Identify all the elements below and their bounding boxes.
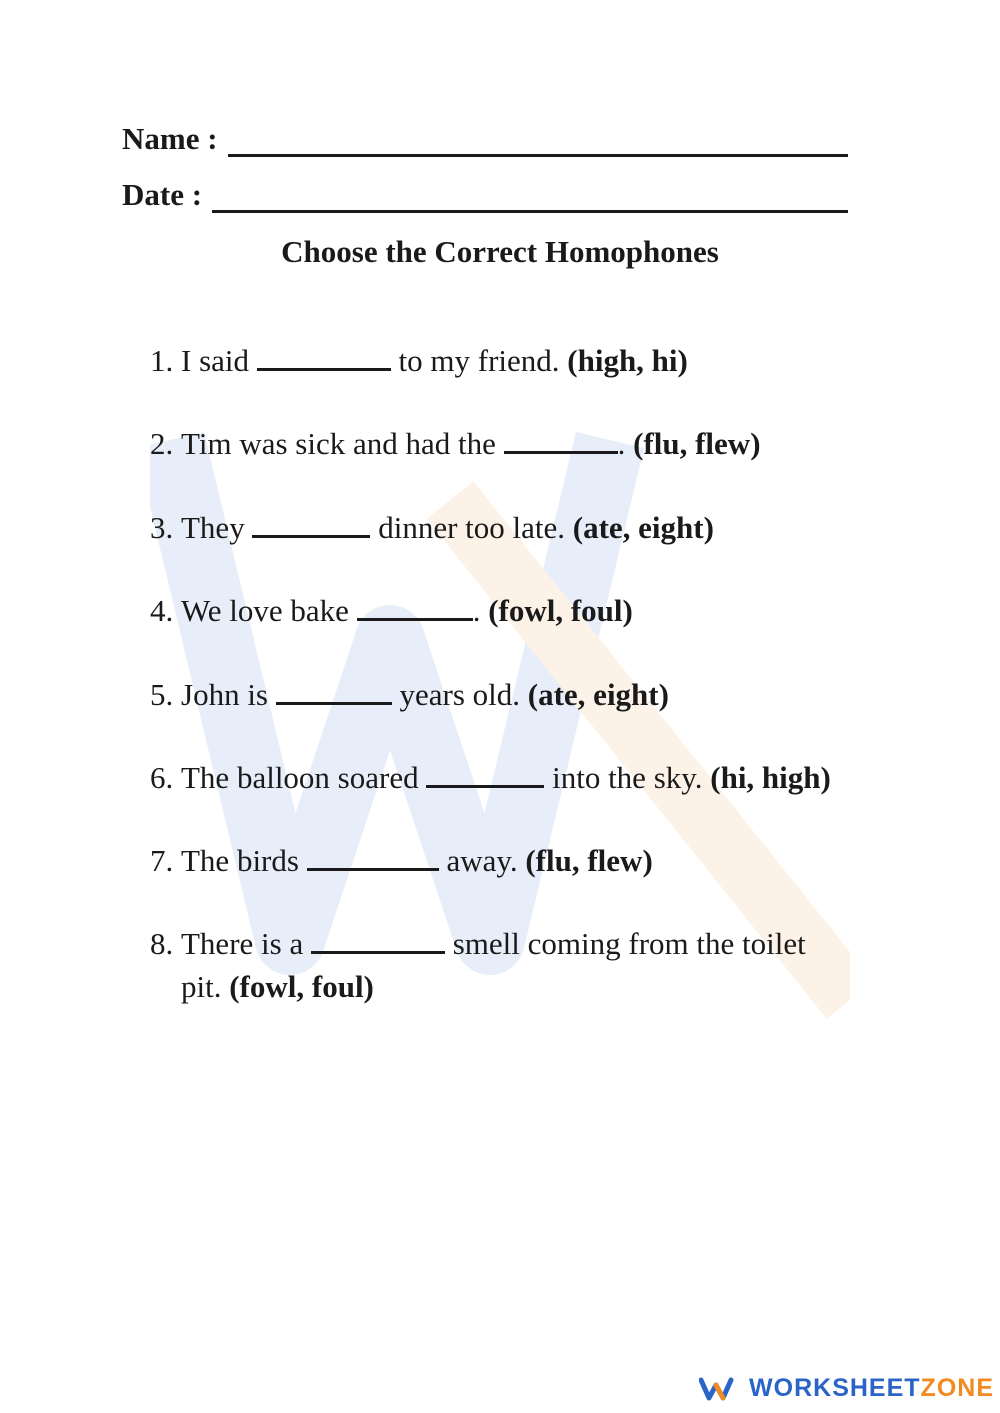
question-text-continuation: pit. bbox=[181, 969, 222, 1004]
answer-options: (hi, high) bbox=[710, 760, 831, 795]
worksheet-title: Choose the Correct Homophones bbox=[281, 234, 719, 269]
answer-blank[interactable] bbox=[504, 425, 618, 454]
question-text-after: . bbox=[472, 593, 481, 628]
answer-options: (flu, flew) bbox=[633, 426, 761, 461]
answer-options: (ate, eight) bbox=[572, 510, 714, 545]
brand-name-part1: WORKSHEET bbox=[749, 1374, 921, 1402]
question-2: 2. Tim was sick and had the . (flu, flew) bbox=[150, 426, 761, 461]
name-label: Name : bbox=[122, 121, 218, 156]
question-text-after: away. bbox=[446, 843, 518, 878]
answer-options: (high, hi) bbox=[567, 343, 688, 378]
date-field-row bbox=[122, 177, 848, 213]
answer-options: (fowl, foul) bbox=[488, 593, 633, 628]
answer-blank[interactable] bbox=[426, 759, 544, 788]
question-text-before: They bbox=[181, 510, 245, 545]
name-field-row bbox=[122, 121, 848, 157]
name-input-line[interactable] bbox=[228, 126, 848, 157]
question-text-before: The balloon soared bbox=[181, 760, 419, 795]
answer-blank[interactable] bbox=[252, 509, 370, 538]
answer-blank[interactable] bbox=[307, 842, 439, 871]
question-7: 7. The birds away. (flu, flew) bbox=[150, 843, 653, 878]
question-text-after: smell coming from the toilet bbox=[452, 926, 806, 961]
answer-blank[interactable] bbox=[276, 676, 392, 705]
question-3: 3. They dinner too late. (ate, eight) bbox=[150, 510, 714, 545]
question-text-after: . bbox=[617, 426, 626, 461]
w-logo-icon bbox=[699, 1377, 737, 1401]
worksheetzone-brand[interactable] bbox=[699, 1374, 994, 1403]
question-text-after: into the sky. bbox=[552, 760, 703, 795]
question-text-before: The birds bbox=[181, 843, 299, 878]
answer-blank[interactable] bbox=[257, 342, 391, 371]
question-text-before: I said bbox=[181, 343, 250, 378]
answer-options: (flu, flew) bbox=[525, 843, 653, 878]
question-text-after: dinner too late. bbox=[378, 510, 566, 545]
answer-blank[interactable] bbox=[357, 592, 473, 621]
question-6: 6. The balloon soared into the sky. (hi, high) bbox=[150, 760, 831, 795]
brand-name-part2: ZONE bbox=[920, 1374, 994, 1402]
answer-options: (ate, eight) bbox=[527, 677, 669, 712]
question-text-before: John is bbox=[181, 677, 268, 712]
question-5: 5. John is years old. (ate, eight) bbox=[150, 677, 669, 712]
question-1: 1. I said to my friend. (high, hi) bbox=[150, 343, 688, 378]
answer-options: (fowl, foul) bbox=[229, 969, 374, 1004]
date-label: Date : bbox=[122, 177, 203, 212]
question-text-before: Tim was sick and had the bbox=[181, 426, 496, 461]
date-input-line[interactable] bbox=[212, 182, 848, 213]
answer-blank[interactable] bbox=[311, 925, 445, 954]
question-8-continuation bbox=[181, 966, 374, 1008]
question-text-after: to my friend. bbox=[398, 343, 560, 378]
question-text-before: We love bake bbox=[181, 593, 349, 628]
question-8: 8. There is a smell coming from the toilet bbox=[150, 926, 806, 961]
question-4: 4. We love bake . (fowl, foul) bbox=[150, 593, 633, 628]
question-text-before: There is a bbox=[181, 926, 304, 961]
question-text-after: years old. bbox=[399, 677, 521, 712]
